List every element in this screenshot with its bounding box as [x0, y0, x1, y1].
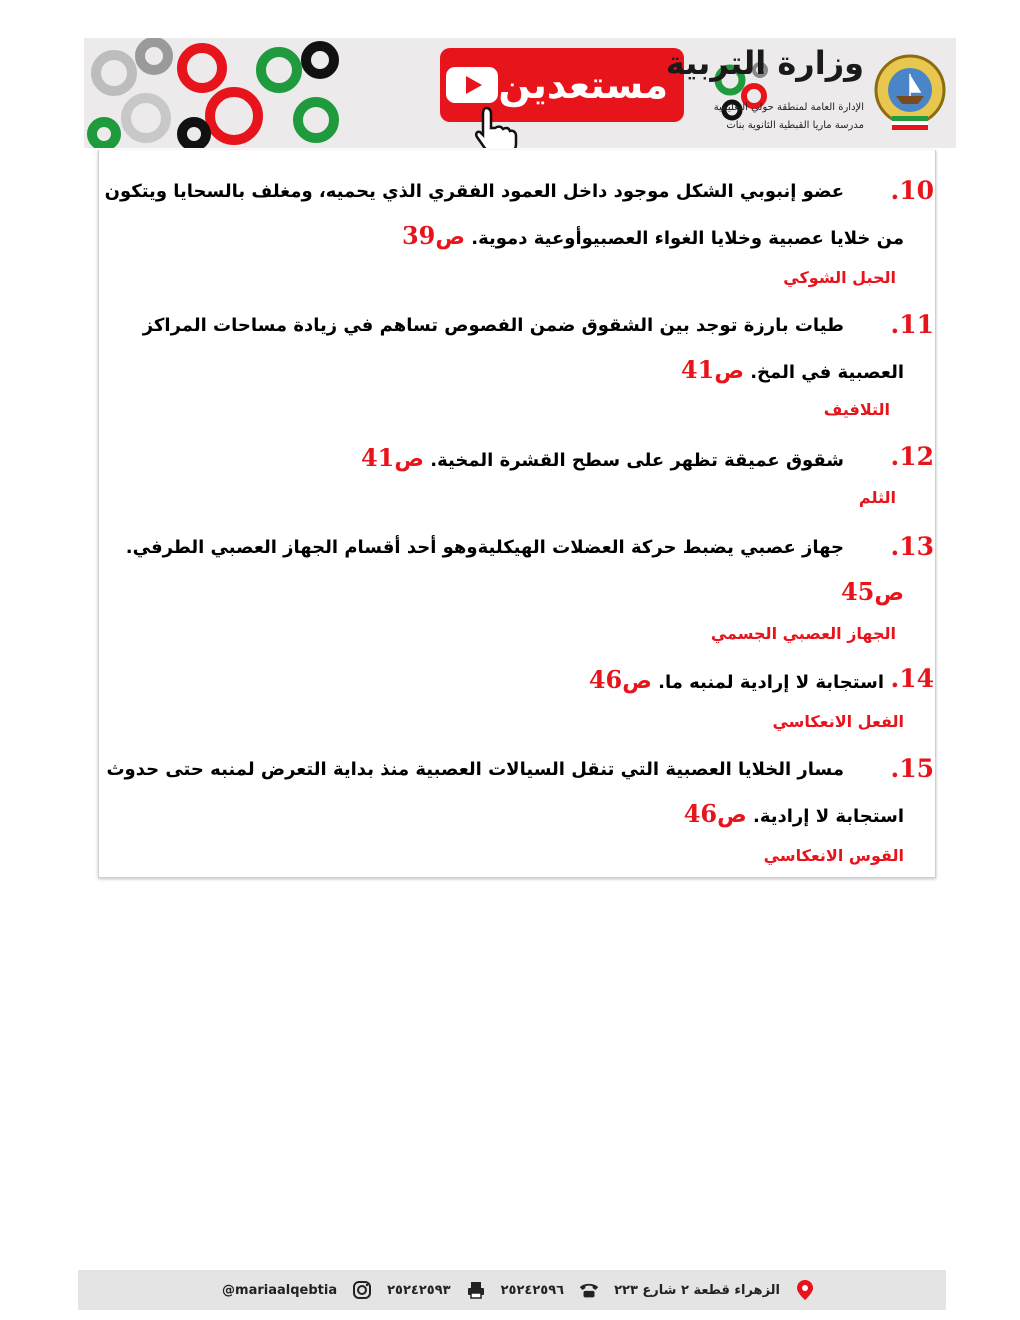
question-text: من خلايا عصبية وخلايا الغواء العصبيوأوعية دموية. — [471, 228, 904, 249]
question-text: استجابة لا إرادية. — [752, 806, 904, 827]
page-prefix: ص — [622, 669, 652, 694]
answer-text: التلافيف — [823, 400, 890, 419]
item-number: .10 — [890, 176, 934, 205]
question-line — [684, 792, 904, 839]
question-text: العصبية في المخ. — [750, 362, 904, 383]
item-number: .14 — [890, 664, 934, 693]
question-line — [589, 658, 884, 705]
page-prefix: ص — [717, 803, 747, 828]
page-prefix: ص — [714, 359, 744, 384]
channel-label: مستعدين — [498, 63, 668, 107]
instagram-handle: @mariaalqebtia — [222, 1282, 338, 1298]
question-text: استجابة لا إرادية لمنبه ما. — [658, 672, 884, 693]
instagram-icon — [351, 1279, 373, 1301]
page-reference — [588, 665, 652, 694]
answer-text: الفعل الانعكاسي — [772, 712, 904, 731]
page-reference — [680, 355, 744, 384]
answer-text: القوس الانعكاسي — [763, 846, 904, 865]
question-line: طيات بارزة توجد بين الشقوق ضمن الفصوص تساهم في زيادة مساحات المراكز — [142, 315, 844, 336]
question-line — [681, 348, 904, 395]
question-line — [402, 214, 904, 261]
answer-text: الجهاز العصبي الجسمي — [710, 624, 896, 643]
page-reference — [683, 799, 747, 828]
question-line: عضو إنبوبي الشكل موجود داخل العمود الفقري الذي يحميه، ومغلف بالسحايا ويتكون — [104, 181, 844, 202]
item-number: .13 — [890, 532, 934, 561]
department-line: الإدارة العامة لمنطقة حولي التعليمية — [713, 102, 864, 113]
fax-icon — [465, 1279, 487, 1301]
school-line: مدرسة ماريا القبطية الثانوية بنات — [726, 120, 864, 131]
item-number: .12 — [890, 442, 934, 471]
page-reference — [401, 221, 465, 250]
page-number: 45 — [840, 577, 875, 606]
footer-bar — [78, 1270, 946, 1310]
page-prefix: ص — [874, 581, 904, 606]
question-line — [361, 436, 844, 483]
phone-icon — [578, 1279, 600, 1301]
page-reference — [840, 577, 904, 606]
fax-number: ٢٥٢٤٢٥٩٣ — [387, 1282, 451, 1298]
question-line: جهاز عصبي يضبط حركة العضلات الهيكليةوهو أحد أقسام الجهاز العصبي الطرفي. — [125, 537, 844, 558]
page-prefix: ص — [394, 447, 424, 472]
page-number: 41 — [360, 443, 395, 472]
item-number: .11 — [890, 310, 934, 339]
question-line: مسار الخلايا العصبية التي تنقل السيالات العصبية منذ بداية التعرض لمنبه حتى حدوث — [106, 759, 844, 780]
item-number: .15 — [890, 754, 934, 783]
page-number: 41 — [680, 355, 715, 384]
question-line — [841, 570, 904, 617]
location-pin-icon — [794, 1279, 816, 1301]
page-number: 39 — [401, 221, 436, 250]
answer-text: الحبل الشوكي — [783, 268, 896, 287]
page-number: 46 — [588, 665, 623, 694]
page-prefix: ص — [435, 225, 465, 250]
question-text: شقوق عميقة تظهر على سطح القشرة المخية. — [430, 450, 844, 471]
address-text: الزهراء قطعة ٢ شارع ٢٢٣ — [614, 1282, 780, 1298]
ministry-title: وزارة التربية — [665, 44, 864, 82]
page-reference — [360, 443, 424, 472]
page-number: 46 — [683, 799, 718, 828]
phone-number: ٢٥٢٤٢٥٩٦ — [500, 1282, 565, 1298]
answer-text: الثلم — [858, 488, 896, 507]
